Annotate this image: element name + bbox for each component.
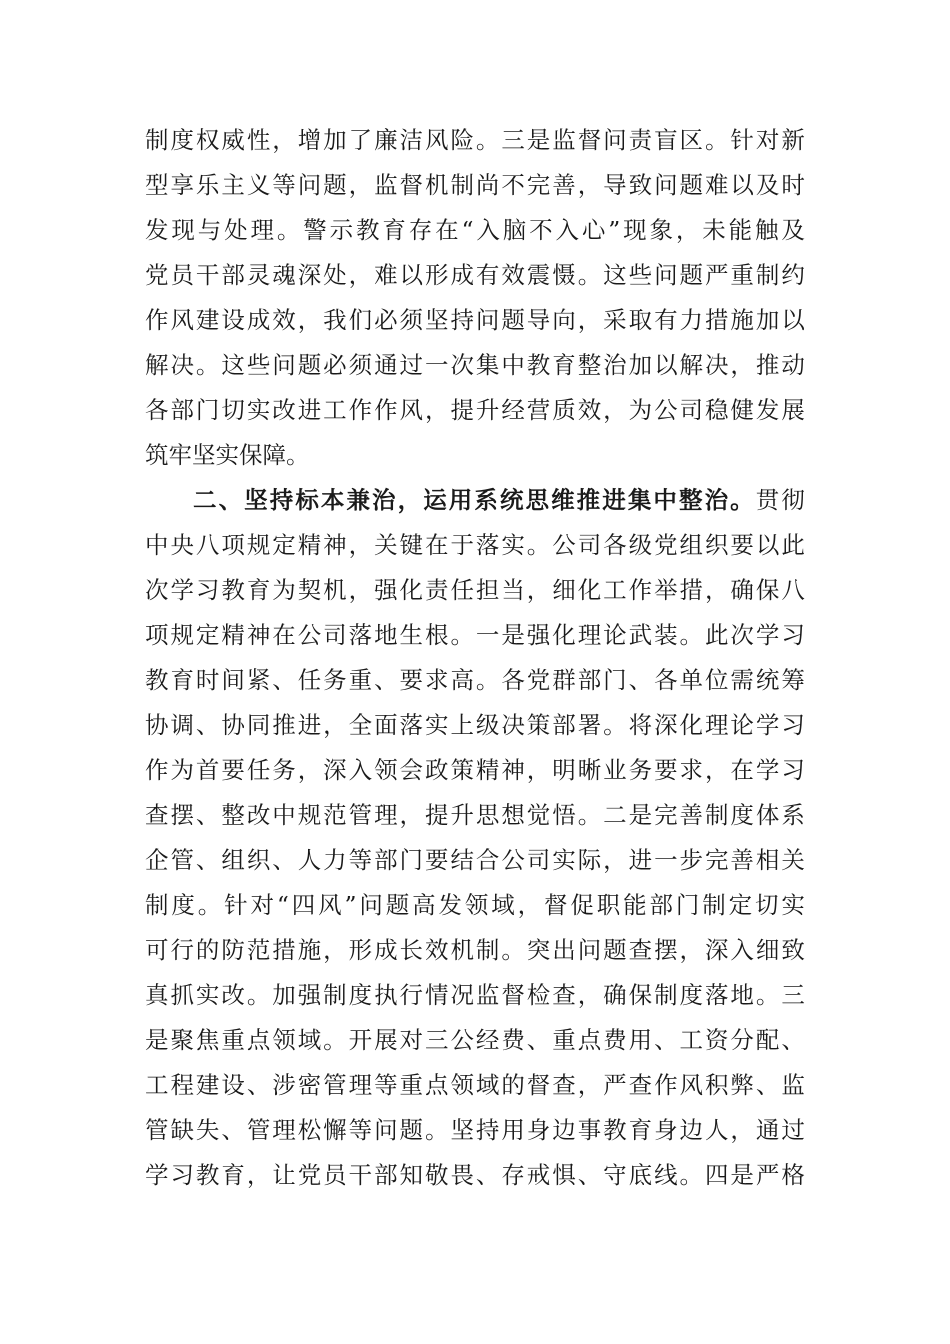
text-line: 管 缺 失 、 管 理 松 懈 等 问 题 。 坚 持 用 身 边 事 教 育 身 边 人 ， 通 过: [145, 1116, 805, 1144]
text-line: 教 育 时 间 紧 、 任 务 重 、 要 求 高 。 各 党 群 部 门 、 各 单 位 需 统 筹: [145, 666, 805, 694]
text-line: 型 享 乐 主 义 等 问 题 ， 监 督 机 制 尚 不 完 善 ， 导 致 问 题 难 以 及 时: [145, 171, 805, 199]
text-line: 学 习 教 育 ， 让 党 员 干 部 知 敬 畏 、 存 戒 惧 、 守 底 线 。 四 是 严 格: [145, 1161, 805, 1189]
text-line: 协 调 、 协 同 推 进 ， 全 面 落 实 上 级 决 策 部 署 。 将 深 化 理 论 学 习: [145, 711, 805, 739]
text-line: 解 决 。 这 些 问 题 必 须 通 过 一 次 集 中 教 育 整 治 加 以 解 决 ， 推 动: [145, 351, 805, 379]
text-line: 制 度 。 针 对 “ 四 风 ” 问 题 高 发 领 域 ， 督 促 职 能 部 门 制 定 切 实: [145, 891, 805, 919]
text-line: 项 规 定 精 神 在 公 司 落 地 生 根 。 一 是 强 化 理 论 武 装 。 此 次 学 习: [145, 621, 805, 649]
text-line: 各 部 门 切 实 改 进 工 作 作 风 ， 提 升 经 营 质 效 ， 为 公 司 稳 健 发 展: [145, 396, 805, 424]
text-line: 发 现 与 处 理 。 警 示 教 育 存 在 “ 入 脑 不 入 心 ” 现 象 ， 未 能 触 及: [145, 216, 805, 244]
text-line: 是 聚 焦 重 点 领 域 。 开 展 对 三 公 经 费 、 重 点 费 用 、 工 资 分 配 、: [145, 1026, 805, 1054]
text-line: 作 为 首 要 任 务 ， 深 入 领 会 政 策 精 神 ， 明 晰 业 务 要 求 ， 在 学 习: [145, 756, 805, 784]
text-line: 作 风 建 设 成 效 ， 我 们 必 须 坚 持 问 题 导 向 ， 采 取 有 力 措 施 加 以: [145, 306, 805, 334]
text-line: 筑牢坚实保障。: [145, 441, 310, 469]
text-line: 次 学 习 教 育 为 契 机 ， 强 化 责 任 担 当 ， 细 化 工 作 举 措 ， 确 保 八: [145, 576, 805, 604]
text-line: 真 抓 实 改 。 加 强 制 度 执 行 情 况 监 督 检 查 ， 确 保 制 度 落 地 。 三: [145, 981, 805, 1009]
text-line: 党 员 干 部 灵 魂 深 处 ， 难 以 形 成 有 效 震 慑 。 这 些 问 题 严 重 制 约: [145, 261, 805, 289]
text-line: 工 程 建 设 、 涉 密 管 理 等 重 点 领 域 的 督 查 ， 严 查 作 风 积 弊 、 监: [145, 1071, 805, 1099]
text-line: 中 央 八 项 规 定 精 神 ， 关 键 在 于 落 实 。 公 司 各 级 党 组 织 要 以 此: [145, 531, 805, 559]
text-line-first: 二 、 坚 持 标 本 兼 治 ， 运 用 系 统 思 维 推 进 集 中 整 治 。 贯 彻: [193, 486, 805, 514]
text-line: 制 度 权 威 性 ， 增 加 了 廉 洁 风 险 。 三 是 监 督 问 责 盲 区 。 针 对 新: [145, 126, 805, 154]
text-line: 企 管 、 组 织 、 人 力 等 部 门 要 结 合 公 司 实 际 ， 进 一 步 完 善 相 关: [145, 846, 805, 874]
paragraph-problems: [145, 118, 805, 478]
text-line: 可 行 的 防 范 措 施 ， 形 成 长 效 机 制 。 突 出 问 题 查 摆 ， 深 入 细 致: [145, 936, 805, 964]
text-line: 查 摆 、 整 改 中 规 范 管 理 ， 提 升 思 想 觉 悟 。 二 是 完 善 制 度 体 系: [145, 801, 805, 829]
paragraph-section-two: [145, 478, 805, 1198]
